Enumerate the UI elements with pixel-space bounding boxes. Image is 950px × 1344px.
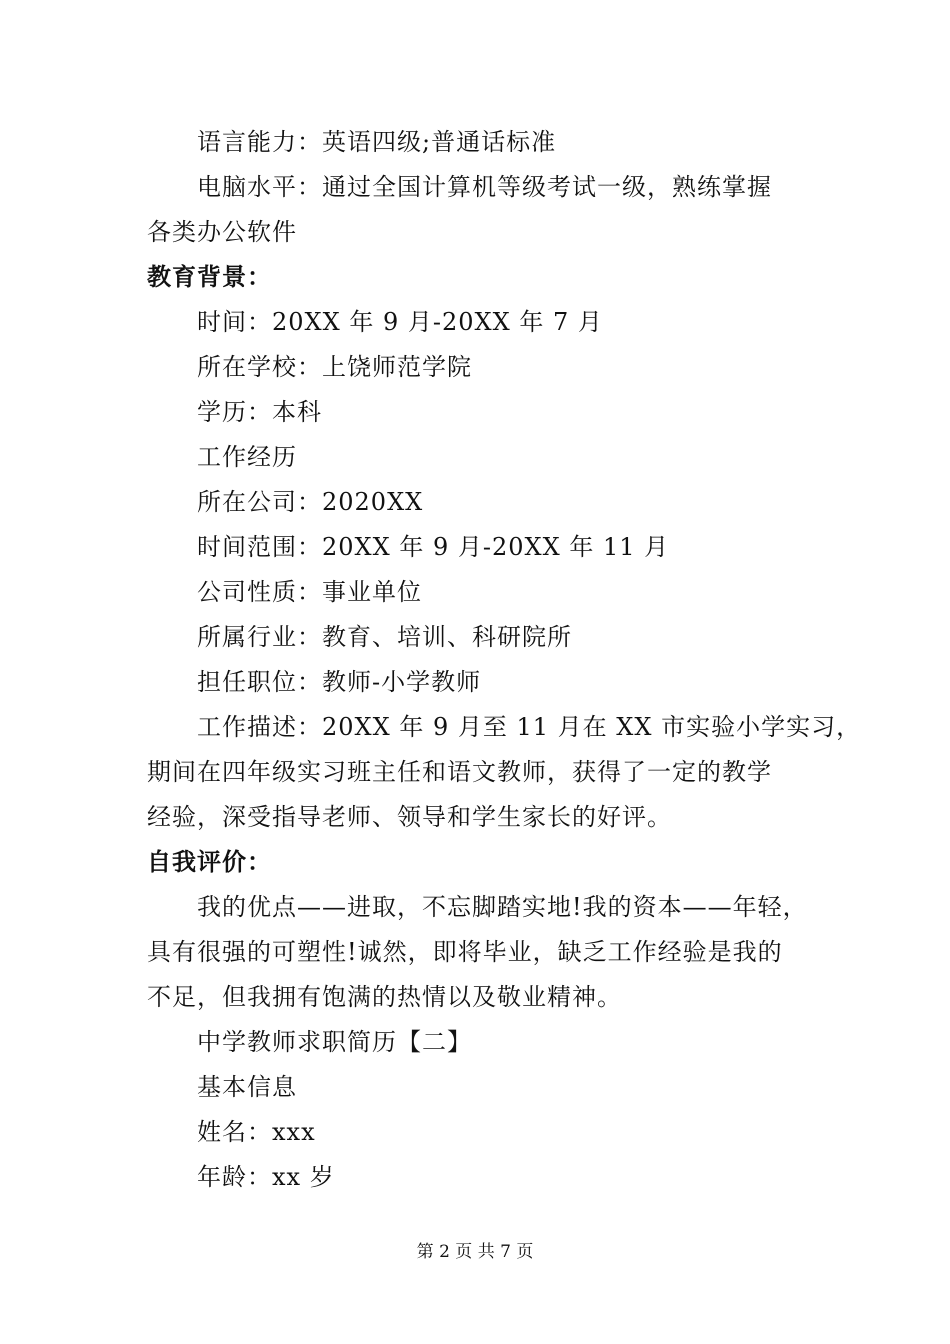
- computer-level-line-cont: 各类办公软件: [147, 218, 297, 246]
- work-description: 工作描述：20XX 年 9 月至 11 月在 XX 市实验小学实习，: [197, 713, 862, 741]
- work-company-type: 公司性质：事业单位: [197, 578, 422, 606]
- education-heading: 教育背景：: [147, 262, 272, 291]
- work-time-range: 时间范围：20XX 年 9 月-20XX 年 11 月: [197, 533, 670, 561]
- education-school: 所在学校：上饶师范学院: [197, 353, 472, 381]
- self-evaluation-text-cont-2: 不足，但我拥有饱满的热情以及敬业精神。: [147, 983, 622, 1011]
- work-company: 所在公司：2020XX: [197, 488, 424, 516]
- language-ability-line: 语言能力：英语四级;普通话标准: [197, 128, 557, 156]
- education-time: 时间：20XX 年 9 月-20XX 年 7 月: [197, 308, 603, 336]
- education-degree: 学历：本科: [197, 398, 322, 426]
- self-evaluation-text-cont-1: 具有很强的可塑性!诚然，即将毕业，缺乏工作经验是我的: [147, 938, 783, 966]
- page-number-footer: 第 2 页 共 7 页: [416, 1242, 534, 1262]
- work-position: 担任职位：教师-小学教师: [197, 668, 482, 696]
- computer-level-line: 电脑水平：通过全国计算机等级考试一级，熟练掌握: [197, 173, 772, 201]
- work-description-cont-2: 经验，深受指导老师、领导和学生家长的好评。: [147, 803, 672, 831]
- name-line: 姓名：xxx: [197, 1118, 316, 1146]
- self-evaluation-text: 我的优点——进取，不忘脚踏实地!我的资本——年轻，: [197, 893, 808, 921]
- work-industry: 所属行业：教育、培训、科研院所: [197, 623, 572, 651]
- age-line: 年龄：xx 岁: [197, 1163, 335, 1191]
- basic-info-title: 基本信息: [197, 1073, 297, 1101]
- resume-two-title: 中学教师求职简历【二】: [197, 1028, 472, 1056]
- work-description-cont-1: 期间在四年级实习班主任和语文教师，获得了一定的教学: [147, 758, 772, 786]
- work-experience-title: 工作经历: [197, 443, 297, 471]
- self-evaluation-heading: 自我评价：: [147, 847, 272, 876]
